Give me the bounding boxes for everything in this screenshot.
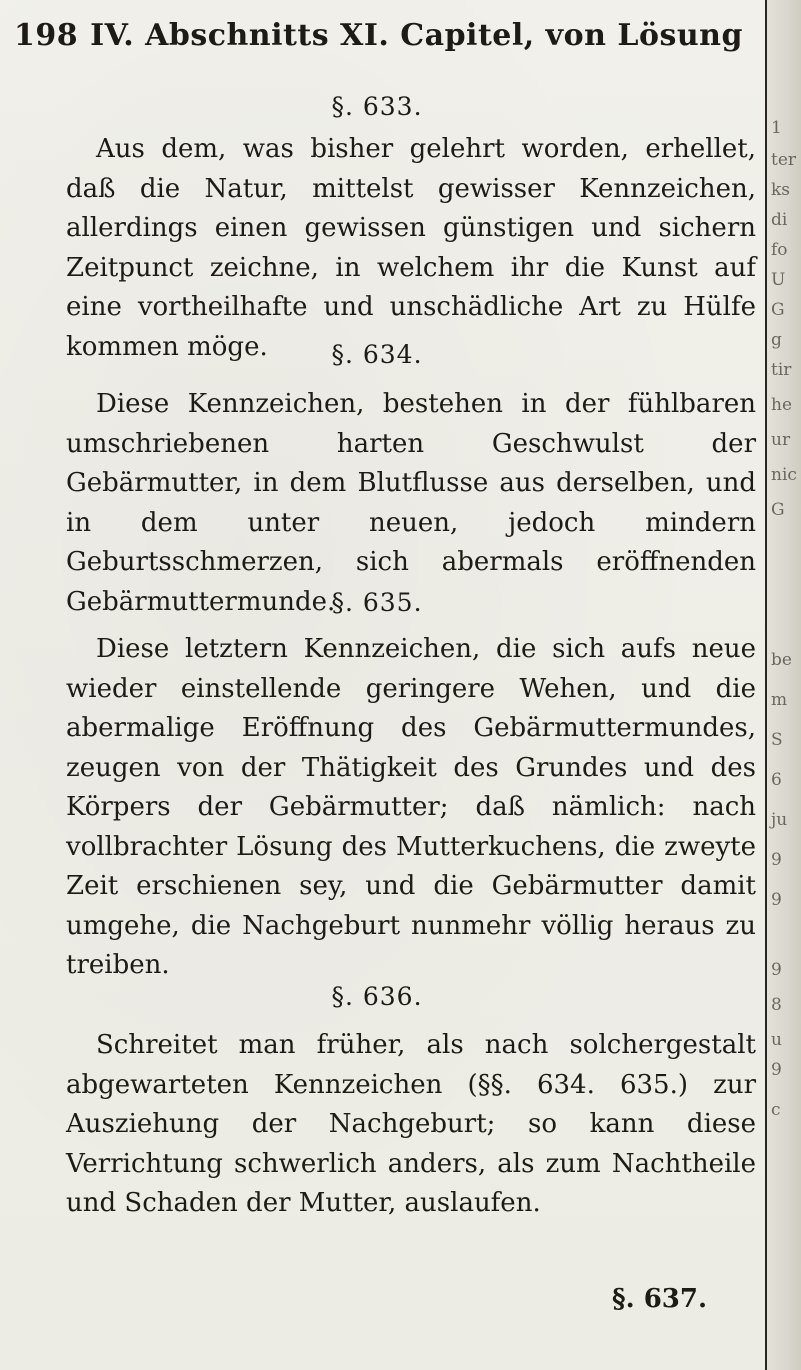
section-number: §. 634.	[331, 340, 423, 369]
section-paragraph	[66, 1026, 756, 1224]
margin-fragment: g	[771, 330, 782, 350]
margin-fragment: 6	[771, 770, 782, 790]
paragraph-text: Diese letztern Kennzeichen, die sich aufs neue wieder einstellende geringere Wehen, und die abermalige Eröffnung des Gebärmuttermundes, zeugen von der Thätigkeit des Grundes und des Körpers der Gebärmutter; daß nämlich: nach vollbrachter Lösung des Mutterkuchens, die zweyte Zeit erschienen sey, und die Gebärmutter damit umgehe, die Nachgeburt nunmehr völlig heraus zu treiben.	[66, 634, 756, 980]
margin-fragment: 9	[771, 890, 782, 910]
section-paragraph	[66, 130, 756, 367]
margin-fragment: c	[771, 1100, 781, 1120]
margin-fragment: nic	[771, 465, 797, 485]
margin-fragment: ur	[771, 430, 791, 450]
catchword: §. 637.	[612, 1284, 708, 1314]
paragraph-text: Schreitet man früher, als nach solchergestalt abgewarteten Kennzeichen (§§. 634. 635.) zur Ausziehung der Nachgeburt; so kann diese Verrichtung schwerlich anders, als zum Nachtheile und Schaden der Mutter, auslaufen.	[66, 1030, 756, 1218]
margin-fragment: u	[771, 1030, 782, 1050]
margin-fragment: S	[771, 730, 783, 750]
facing-page-edge	[765, 0, 801, 1370]
margin-fragment: 9	[771, 1060, 782, 1080]
section-paragraph	[66, 385, 756, 622]
margin-fragment: 8	[771, 995, 782, 1015]
margin-fragment: be	[771, 650, 792, 670]
margin-fragment: G	[771, 500, 785, 520]
section-number: §. 636.	[331, 982, 423, 1011]
margin-fragment: 9	[771, 850, 782, 870]
margin-fragment: ter	[771, 150, 797, 170]
margin-fragment: 9	[771, 960, 782, 980]
margin-fragment: U	[771, 270, 786, 290]
margin-fragment: ks	[771, 180, 791, 200]
section-number: §. 633.	[331, 92, 423, 121]
section-number: §. 635.	[331, 588, 423, 617]
running-head-title: IV. Abschnitts XI. Capitel, von Lösung	[90, 18, 743, 53]
paragraph-text: Diese Kennzeichen, bestehen in der fühlbaren umschriebenen harten Geschwulst der Gebärmutter, in dem Blutflusse aus derselben, und in dem unter neuen, jedoch mindern Geburtsschmerzen, sich abermals eröffnenden Gebärmuttermunde.	[66, 389, 756, 617]
margin-fragment: ju	[771, 810, 788, 830]
margin-fragment: m	[771, 690, 788, 710]
running-head	[14, 18, 754, 64]
margin-fragment: G	[771, 300, 785, 320]
margin-fragment: tir	[771, 360, 792, 380]
margin-fragment: 1	[771, 118, 782, 138]
paragraph-text: Aus dem, was bisher gelehrt worden, erhellet, daß die Natur, mittelst gewisser Kennzeichen, allerdings einen gewissen günstigen und sichern Zeitpunct zeichne, in welchem ihr die Kunst auf eine vortheilhafte und unschädliche Art zu Hülfe kommen möge.	[66, 134, 756, 362]
page-number: 198	[14, 18, 79, 53]
margin-fragment: fo	[771, 240, 788, 260]
margin-fragment: he	[771, 395, 793, 415]
margin-fragment: di	[771, 210, 788, 230]
section-paragraph	[66, 630, 756, 986]
